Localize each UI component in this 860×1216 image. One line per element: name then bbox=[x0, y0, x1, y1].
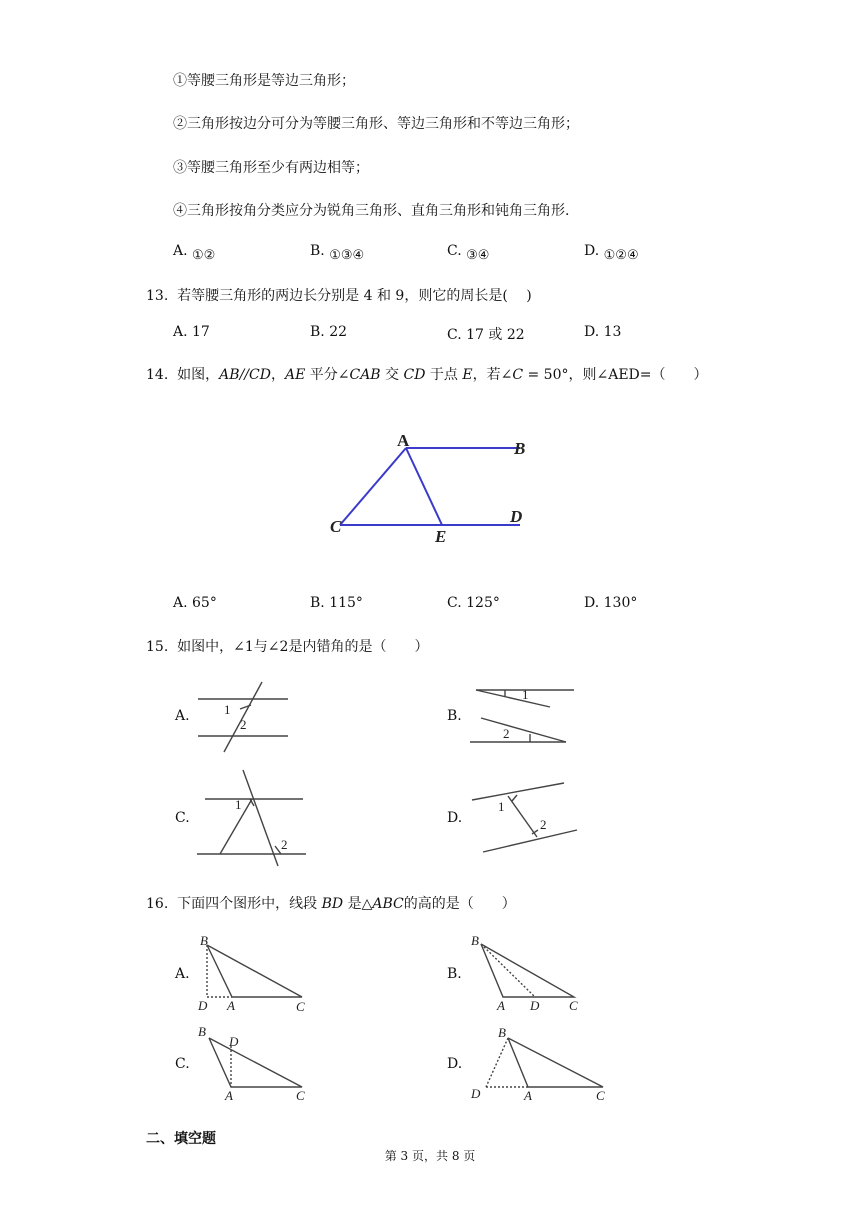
svg-text:C: C bbox=[296, 1088, 305, 1103]
svg-text:C: C bbox=[596, 1088, 605, 1103]
label-a: A bbox=[397, 431, 410, 450]
q14-stem: 14. 如图，AB//CD，AE 平分∠CAB 交 CD 于点 E，若∠C = 50°，则∠AED=（ ） bbox=[146, 367, 708, 383]
svg-text:B: B bbox=[200, 933, 208, 948]
svg-text:D: D bbox=[229, 1034, 239, 1049]
svg-text:D: D bbox=[471, 1086, 481, 1101]
option-text: ①③④ bbox=[329, 248, 365, 263]
svg-text:1: 1 bbox=[498, 799, 505, 814]
svg-text:1: 1 bbox=[235, 797, 242, 812]
question-text: 如图中，∠1与∠2是内错角的是（ ） bbox=[177, 639, 429, 655]
question-text: 若等腰三角形的两边长分别是 4 和 9，则它的周长是( ) bbox=[177, 288, 532, 304]
q13-option-b[interactable]: B. 22 bbox=[310, 324, 348, 340]
svg-text:B: B bbox=[471, 933, 479, 948]
svg-text:A: A bbox=[497, 998, 505, 1013]
svg-text:B: B bbox=[498, 1025, 506, 1040]
label-d: D bbox=[510, 507, 523, 526]
question-number: 13. bbox=[146, 288, 169, 304]
svg-text:2: 2 bbox=[540, 817, 547, 832]
option-letter: A. bbox=[173, 243, 188, 259]
q12-item-4: ④三角形按角分类应分为锐角三角形、直角三角形和钝角三角形. bbox=[173, 203, 570, 219]
svg-text:1: 1 bbox=[522, 687, 529, 702]
q14-option-a[interactable]: A. 65° bbox=[173, 595, 217, 611]
option-text: ③④ bbox=[466, 248, 490, 263]
label-b: B bbox=[514, 439, 526, 458]
q16-option-d-letter[interactable]: D. bbox=[447, 1056, 463, 1072]
q12-item-3: ③等腰三角形至少有两边相等； bbox=[173, 160, 369, 176]
page-footer: 第 3 页，共 8 页 bbox=[384, 1149, 476, 1163]
q13-option-a[interactable]: A. 17 bbox=[173, 324, 210, 340]
svg-text:D: D bbox=[198, 998, 208, 1013]
question-number: 15. bbox=[146, 639, 169, 655]
svg-text:1: 1 bbox=[224, 702, 231, 717]
q15-option-a-letter[interactable]: A. bbox=[175, 708, 190, 724]
option-text: ①②④ bbox=[603, 248, 639, 263]
q16-option-c-letter[interactable]: C. bbox=[175, 1056, 190, 1072]
q13-option-c[interactable]: C. 17 或 22 bbox=[447, 327, 525, 343]
q15-option-d-letter[interactable]: D. bbox=[447, 810, 463, 826]
svg-text:A: A bbox=[227, 998, 235, 1013]
q12-item-2: ②三角形按边分可分为等腰三角形、等边三角形和不等边三角形； bbox=[173, 116, 579, 132]
svg-text:A: A bbox=[225, 1088, 233, 1103]
q13-option-d[interactable]: D. 13 bbox=[584, 324, 622, 340]
option-letter: D. bbox=[584, 243, 600, 259]
svg-text:A: A bbox=[524, 1088, 532, 1103]
q16-option-b-letter[interactable]: B. bbox=[447, 966, 462, 982]
option-text: ①② bbox=[192, 248, 216, 263]
q16-option-a-letter[interactable]: A. bbox=[175, 966, 190, 982]
q15-option-b-letter[interactable]: B. bbox=[447, 708, 462, 724]
q14-option-d[interactable]: D. 130° bbox=[584, 595, 638, 611]
section-title: 二、填空题 bbox=[146, 1131, 216, 1147]
label-e: E bbox=[435, 527, 447, 546]
svg-text:B: B bbox=[198, 1024, 206, 1039]
label-c: C bbox=[330, 517, 342, 536]
q14-option-c[interactable]: C. 125° bbox=[447, 595, 500, 611]
option-letter: C. bbox=[447, 243, 462, 259]
svg-text:2: 2 bbox=[281, 837, 288, 852]
svg-text:2: 2 bbox=[503, 726, 510, 741]
q14-option-b[interactable]: B. 115° bbox=[310, 595, 363, 611]
option-letter: B. bbox=[310, 243, 325, 259]
question-number: 16. bbox=[146, 896, 169, 912]
q12-item-1: ①等腰三角形是等边三角形； bbox=[173, 73, 355, 89]
q16-stem: 16. 下面四个图形中，线段 BD 是△ABC的高的是（ ） bbox=[146, 896, 516, 912]
question-number: 14. bbox=[146, 367, 169, 383]
svg-text:2: 2 bbox=[240, 717, 247, 732]
svg-text:C: C bbox=[296, 999, 305, 1014]
svg-text:C: C bbox=[569, 998, 578, 1013]
q15-option-c-letter[interactable]: C. bbox=[175, 810, 190, 826]
svg-text:D: D bbox=[530, 998, 540, 1013]
